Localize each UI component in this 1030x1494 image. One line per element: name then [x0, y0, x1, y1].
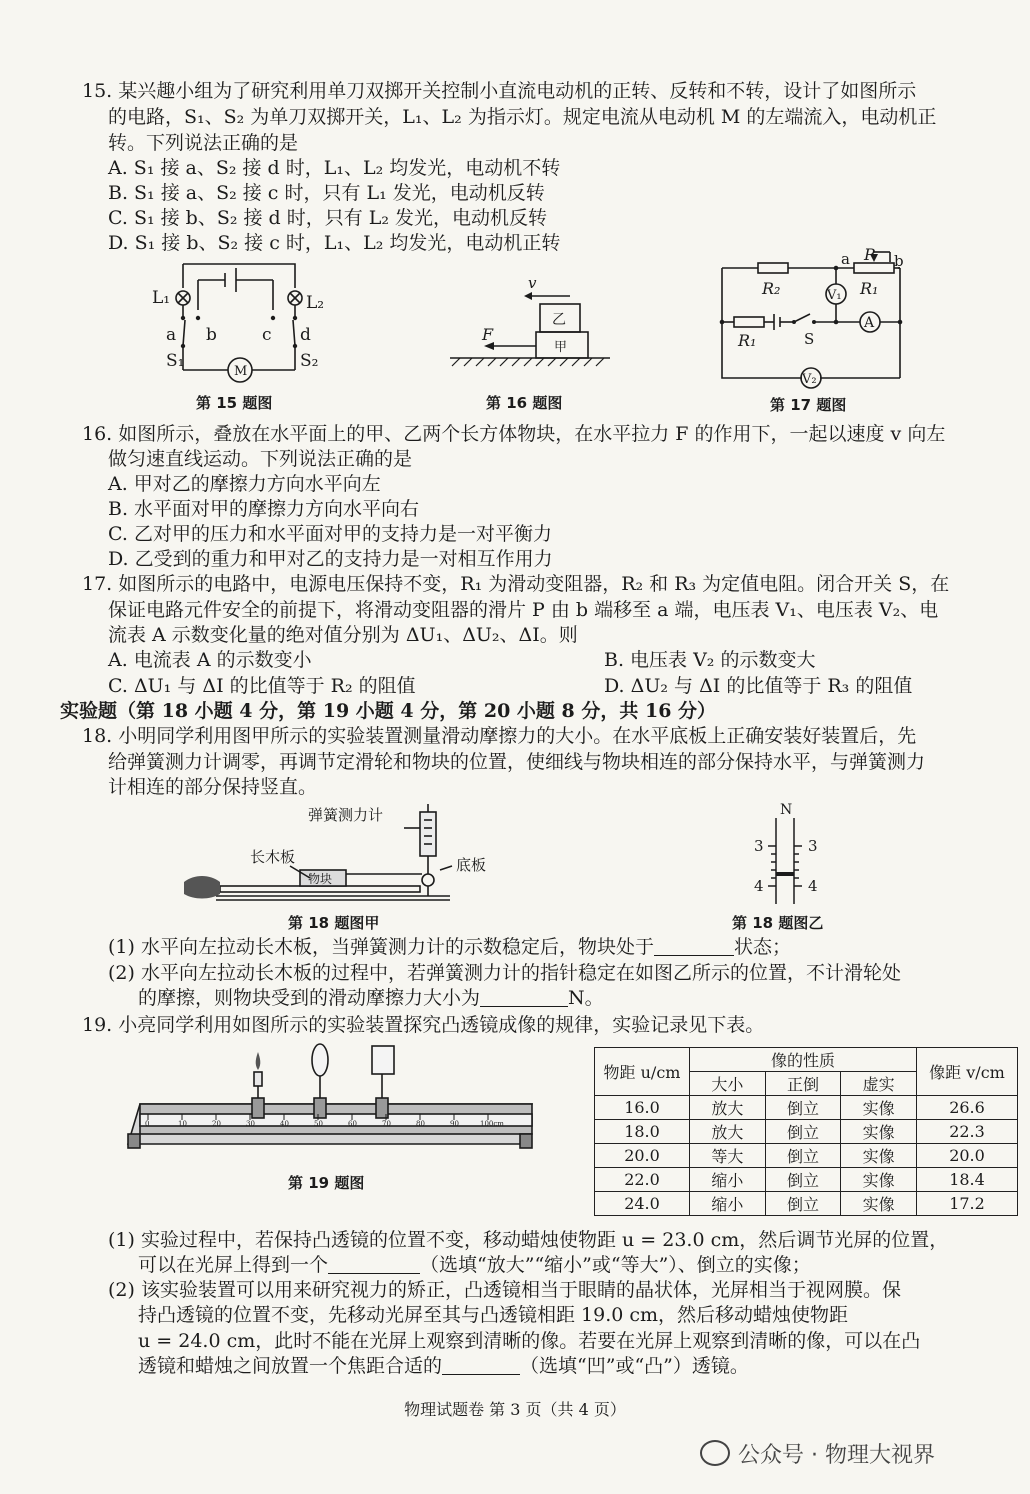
fig17-label-v1: V₁ — [827, 288, 842, 303]
q16-stem-line-2: 做匀速直线运动。下列说法正确的是 — [108, 448, 413, 470]
q15-stem-line-2: 的电路，S₁、S₂ 为单刀双掷开关，L₁、L₂ 为指示灯。规定电流从电动机 M 的左端流入，电动机正 — [108, 106, 937, 128]
q16-option-b: B. 水平面对甲的摩擦力方向水平向右 — [108, 498, 420, 520]
q19-part-2-text: 透镜和蜡烛之间放置一个焦距合适的 — [138, 1355, 443, 1377]
q15-stem-line-1: 15. 某兴趣小组为了研究利用单刀双掷开关控制小直流电动机的正转、反转和不转，设计了如图所示 — [82, 80, 917, 102]
table-cell: 放大 — [690, 1096, 766, 1120]
table-row — [595, 1192, 1018, 1216]
q19-part-2-line-1: (2) 该实验装置可以用来研究视力的矫正，凸透镜相当于眼睛的晶状体，光屏相当于视网膜。保 — [108, 1279, 901, 1301]
q17-stem-line-2: 保证电路元件安全的前提下，将滑动变阻器的滑片 P 由 b 端移至 a 端，电压表 V₁、电压表 V₂、电 — [108, 599, 939, 621]
fig18b-tick-4-left: 4 — [754, 877, 764, 895]
q18-part-1-text: (1) 水平向左拉动长木板，当弹簧测力计的示数稳定后，物块处于 — [108, 936, 654, 958]
fig15-label-c: c — [262, 325, 272, 345]
figure-17-circuit — [710, 244, 930, 389]
q18-part-2-line-1: (2) 水平向左拉动长木板的过程中，若弹簧测力计的指针稳定在如图乙所示的位置，不计滑轮处 — [108, 962, 901, 984]
q17-stem-line-3: 流表 A 示数变化量的绝对值分别为 ΔU₁、ΔU₂、ΔI。则 — [108, 624, 578, 646]
figure-15-caption: 第 15 题图 — [196, 394, 273, 412]
q18-part-1-answer-blank[interactable] — [654, 937, 734, 956]
fig19-scale-70: 70 — [382, 1120, 391, 1128]
table-cell: 实像 — [841, 1168, 917, 1192]
fig18b-tick-4-right: 4 — [808, 877, 818, 895]
table-cell: 实像 — [841, 1192, 917, 1216]
q18-part-2-text: 的摩擦，则物块受到的滑动摩擦力大小为 — [138, 987, 481, 1009]
table-cell: 24.0 — [595, 1192, 690, 1216]
fig18b-tick-3-right: 3 — [808, 837, 818, 855]
fig19-scale-40: 40 — [280, 1120, 289, 1128]
fig18b-label-n: N — [780, 802, 793, 818]
table-row — [595, 1120, 1018, 1144]
table-header-object-distance: 物距 u/cm — [595, 1048, 690, 1096]
figure-18a-apparatus — [180, 800, 510, 910]
watermark-text: 公众号 · 物理大视界 — [738, 1443, 935, 1468]
table-cell: 20.0 — [595, 1144, 690, 1168]
table-cell: 实像 — [841, 1096, 917, 1120]
table-cell: 20.0 — [917, 1144, 1018, 1168]
figure-19-caption: 第 19 题图 — [288, 1174, 365, 1192]
q19-part-1-line-1: (1) 实验过程中，若保持凸透镜的位置不变，移动蜡烛使物距 u = 23.0 cm，然后调节光屏的位置， — [108, 1229, 949, 1251]
table-cell: 22.3 — [917, 1120, 1018, 1144]
table-cell: 22.0 — [595, 1168, 690, 1192]
figure-16-caption: 第 16 题图 — [486, 394, 563, 412]
q19-part-2-line-4 — [138, 1353, 749, 1379]
q19-stem: 19. 小亮同学利用如图所示的实验装置探究凸透镜成像的规律，实验记录见下表。 — [82, 1014, 765, 1036]
q19-part-2-answer-blank[interactable] — [442, 1356, 520, 1375]
wechat-icon — [700, 1440, 730, 1466]
fig17-label-a: a — [841, 250, 850, 268]
figure-17-caption: 第 17 题图 — [770, 396, 847, 414]
table-cell: 倒立 — [765, 1168, 841, 1192]
fig16-label-f: F — [482, 325, 494, 344]
q15-option-a: A. S₁ 接 a、S₂ 接 d 时，L₁、L₂ 均发光，电动机不转 — [108, 157, 561, 179]
q16-option-d: D. 乙受到的重力和甲对乙的支持力是一对相互作用力 — [108, 548, 553, 570]
q18-stem-line-3: 计相连的部分保持竖直。 — [108, 776, 318, 798]
fig15-label-m: M — [234, 364, 248, 379]
fig19-scale-60: 60 — [348, 1120, 357, 1128]
table-header-image-properties: 像的性质 — [690, 1048, 917, 1072]
table-cell: 18.4 — [917, 1168, 1018, 1192]
q15-option-b: B. S₁ 接 a、S₂ 接 c 时，只有 L₁ 发光，电动机反转 — [108, 182, 545, 204]
fig19-scale-30: 30 — [246, 1120, 255, 1128]
table-header-size: 大小 — [690, 1072, 766, 1096]
table-header-row — [595, 1048, 1018, 1072]
fig19-scale-80: 80 — [416, 1120, 425, 1128]
watermark — [700, 1438, 935, 1469]
table-cell: 26.6 — [917, 1096, 1018, 1120]
q17-option-d: D. ΔU₂ 与 ΔI 的比值等于 R₃ 的阻值 — [604, 675, 913, 697]
table-cell: 倒立 — [765, 1192, 841, 1216]
table-row — [595, 1144, 1018, 1168]
q16-option-a: A. 甲对乙的摩擦力方向水平向左 — [108, 473, 381, 495]
fig17-label-s: S — [804, 330, 815, 348]
fig15-label-s2: S₂ — [300, 351, 319, 371]
fig15-label-b: b — [206, 325, 217, 345]
q19-part-1-text: 可以在光屏上得到一个 — [138, 1254, 329, 1276]
table-cell: 倒立 — [765, 1096, 841, 1120]
fig17-label-r2: R₂ — [762, 279, 781, 298]
fig17-label-p: P — [864, 245, 875, 264]
table-cell: 放大 — [690, 1120, 766, 1144]
q15-option-d: D. S₁ 接 b、S₂ 接 c 时，L₁、L₂ 均发光，电动机正转 — [108, 232, 561, 254]
q16-stem-line-1: 16. 如图所示，叠放在水平面上的甲、乙两个长方体物块，在水平拉力 F 的作用下，一起以速度 v 向左 — [82, 423, 946, 445]
table-header-orientation: 正倒 — [765, 1072, 841, 1096]
fig17-label-a-meter: A — [864, 315, 875, 331]
q18-stem-line-2: 给弹簧测力计调零，再调节定滑轮和物块的位置，使细线与物块相连的部分保持水平，与弹簧测力 — [108, 751, 926, 773]
table-cell: 实像 — [841, 1144, 917, 1168]
table-cell: 缩小 — [690, 1168, 766, 1192]
table-cell: 等大 — [690, 1144, 766, 1168]
fig19-scale-20: 20 — [212, 1120, 221, 1128]
q16-option-c: C. 乙对甲的压力和水平面对甲的支持力是一对平衡力 — [108, 523, 552, 545]
fig18a-label-board: 长木板 — [250, 848, 296, 866]
fig18a-label-block: 物块 — [308, 872, 333, 886]
fig15-label-l2: L₂ — [306, 293, 325, 313]
q19-part-1-tail: （选填“放大”“缩小”或“等大”）、倒立的实像； — [420, 1254, 811, 1276]
table-header-real-virtual: 虚实 — [841, 1072, 917, 1096]
q17-option-c: C. ΔU₁ 与 ΔI 的比值等于 R₂ 的阻值 — [108, 675, 416, 697]
figure-19-optical-bench — [120, 1040, 540, 1160]
fig19-scale-0: 0 — [145, 1120, 150, 1128]
q19-part-1-answer-blank[interactable] — [328, 1255, 420, 1274]
table-row — [595, 1096, 1018, 1120]
table-cell: 缩小 — [690, 1192, 766, 1216]
fig15-label-s1: S₁ — [166, 351, 185, 371]
q15-stem-line-3: 转。下列说法正确的是 — [108, 132, 299, 154]
figure-15-circuit — [150, 258, 350, 388]
table-cell: 倒立 — [765, 1120, 841, 1144]
q17-option-b: B. 电压表 V₂ 的示数变大 — [604, 649, 816, 671]
fig17-label-b: b — [894, 252, 904, 270]
figure-18a-caption: 第 18 题图甲 — [288, 914, 380, 932]
fig15-label-l1: L₁ — [152, 288, 171, 308]
fig16-label-jia: 甲 — [554, 340, 568, 355]
q18-stem-line-1: 18. 小明同学利用图甲所示的实验装置测量滑动摩擦力的大小。在水平底板上正确安装好装置后，先 — [82, 725, 917, 747]
figure-16-blocks — [440, 272, 620, 382]
table-row — [595, 1168, 1018, 1192]
q17-stem-line-1: 17. 如图所示的电路中，电源电压保持不变，R₁ 为滑动变阻器，R₂ 和 R₃ 为定值电阻。闭合开关 S，在 — [82, 573, 950, 595]
fig16-label-yi: 乙 — [552, 312, 566, 328]
figure-18b-scale — [740, 800, 830, 910]
fig19-scale-90: 90 — [450, 1120, 459, 1128]
fig16-label-v: v — [528, 274, 537, 292]
fig17-label-r1-top: R₁ — [860, 279, 879, 298]
table-cell: 17.2 — [917, 1192, 1018, 1216]
q18-part-1 — [108, 934, 791, 960]
q18-part-2-answer-blank[interactable] — [480, 988, 568, 1007]
table-cell: 倒立 — [765, 1144, 841, 1168]
q19-part-2-line-3: u = 24.0 cm，此时不能在光屏上观察到清晰的像。若要在光屏上观察到清晰的像，可以在凸 — [138, 1330, 921, 1352]
q19-part-2-line-2: 持凸透镜的位置不变，先移动光屏至其与凸透镜相距 19.0 cm，然后移动蜡烛使物距 — [138, 1304, 849, 1326]
fig17-label-r1-left: R₁ — [738, 331, 757, 350]
page-footer: 物理试题卷 第 3 页（共 4 页） — [404, 1400, 626, 1419]
table-cell: 18.0 — [595, 1120, 690, 1144]
table-cell: 16.0 — [595, 1096, 690, 1120]
figure-18b-caption: 第 18 题图乙 — [732, 914, 824, 932]
fig15-label-a: a — [166, 325, 177, 345]
q18-part-2-line-2 — [138, 985, 604, 1011]
fig19-scale-100: 100cm — [480, 1120, 504, 1128]
fig18a-label-base: 底板 — [456, 856, 487, 874]
q17-option-a: A. 电流表 A 的示数变小 — [108, 649, 312, 671]
fig19-scale-10: 10 — [178, 1120, 187, 1128]
fig15-label-d: d — [300, 325, 311, 345]
q19-part-1-line-2 — [138, 1252, 811, 1278]
q18-part-1-tail: 状态； — [733, 936, 791, 958]
fig18a-label-spring: 弹簧测力计 — [308, 806, 384, 824]
section-title-experiments: 实验题（第 18 小题 4 分，第 19 小题 4 分，第 20 小题 8 分，共 16 分） — [60, 700, 717, 722]
table-cell: 实像 — [841, 1120, 917, 1144]
q19-part-2-tail: （选填“凹”或“凸”）透镜。 — [520, 1355, 749, 1377]
fig19-scale-50: 50 — [314, 1120, 323, 1128]
q18-part-2-unit: N。 — [568, 987, 604, 1009]
table-header-image-distance: 像距 v/cm — [917, 1048, 1018, 1096]
fig17-label-v2: V₂ — [802, 372, 817, 387]
fig18b-tick-3-left: 3 — [754, 837, 764, 855]
q19-record-table — [594, 1047, 1018, 1216]
q15-option-c: C. S₁ 接 b、S₂ 接 d 时，只有 L₂ 发光，电动机反转 — [108, 207, 548, 229]
